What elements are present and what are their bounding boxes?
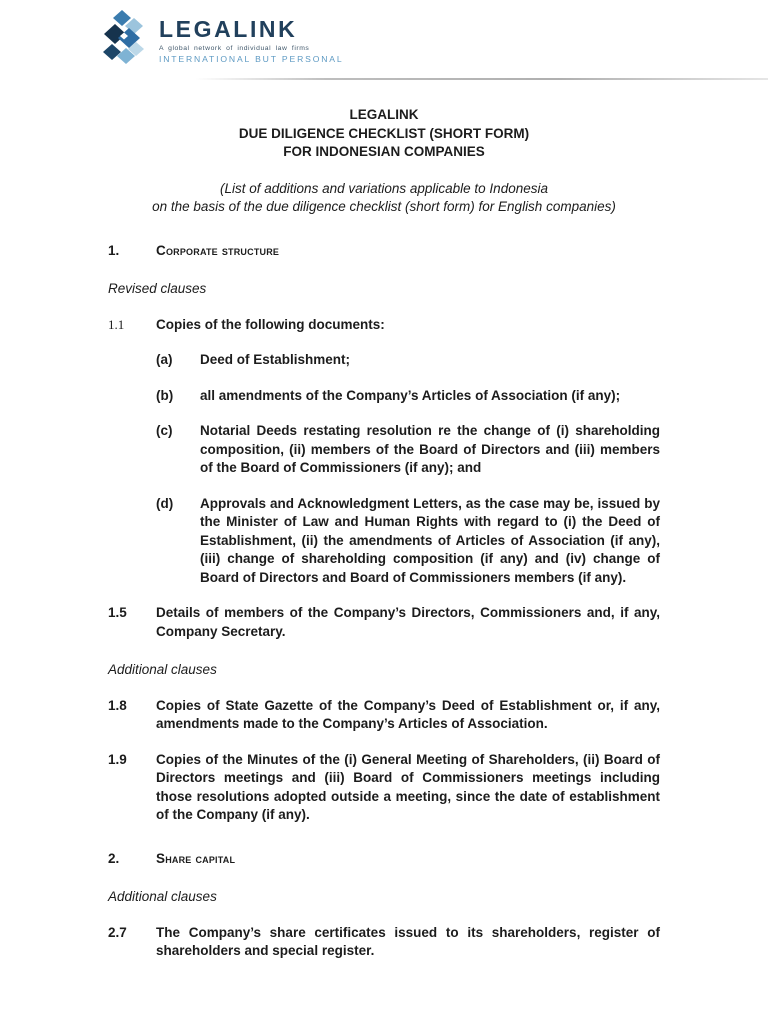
subclause-d [156,495,660,588]
title-line: LEGALINK [349,107,419,122]
clause-group-label: Additional clauses [108,662,217,677]
clause-1-1 [108,316,660,335]
clause-1-5 [108,604,660,641]
header-divider [195,78,768,80]
section-corporate-structure [108,242,660,825]
subclause-marker: (b) [156,387,174,403]
clause-number: 2.7 [108,924,127,940]
section-heading-row [108,242,660,261]
clause-text: Details of members of the Company’s Directors, Commissioners and, if any, Company Secretary. [156,605,660,639]
section-share-capital [108,850,660,961]
clause-group-label: Additional clauses [108,889,217,904]
logo-motto: INTERNATIONAL BUT PERSONAL [159,53,344,64]
section-heading: Share capital [156,850,236,866]
subtitle-line: on the basis of the due diligence checklist (short form) for English companies) [152,199,616,214]
clause-text: Copies of the Minutes of the (i) General Meeting of Shareholders, (ii) Board of Directors meetings and (iii) Board of Commissioners meetings including those resolutions adopted outside a meeting, since the date of establishment of the Company (if any). [156,751,660,822]
document-body [0,106,768,961]
logo-text-block [159,9,344,64]
legalink-logo [100,9,768,65]
clause-group-label: Revised clauses [108,281,207,296]
document-title [108,106,660,162]
clause-number: 1.9 [108,751,127,767]
clause-text: Copies of State Gazette of the Company’s Deed of Establishment or, if any, amendments made to the Company’s Articles of Association. [156,697,660,731]
subclause-text: Notarial Deeds restating resolution re the change of (i) shareholding composition, (ii) members of the Board of Directors and (iii) members of the Board of Commissioners (if any); and [200,423,660,475]
clause-text: The Company’s share certificates issued to its shareholders, register of shareholders and special register. [156,924,660,958]
clause-1-9 [108,751,660,825]
subclause-marker: (a) [156,352,173,367]
logo-wordmark: LEGALINK [159,16,298,42]
section-number: 2. [108,850,120,866]
subclause-b [156,387,660,406]
clause-number: 1.5 [108,605,127,620]
title-line: FOR INDONESIAN COMPANIES [283,144,485,159]
clause-text: Copies of the following documents: [156,316,385,332]
clause-number: 1.1 [108,316,125,332]
subclause-text: Approvals and Acknowledgment Letters, as the case may be, issued by the Minister of Law and Human Rights with regard to (i) the Deed of Establishment, (ii) the amendments of Articles of Association (if any), (iii) change of shareholding composition (if any) and (iv) change of Board of Directors and Board of Commissioners members (if any). [200,495,660,585]
document-subtitle [108,180,660,217]
subclause-text: Deed of Establishment; [200,352,351,367]
clause-1-8 [108,697,660,734]
subclause-marker: (d) [156,495,174,511]
subclause-a [156,351,660,370]
title-line: DUE DILIGENCE CHECKLIST (SHORT FORM) [238,125,530,141]
section-number: 1. [108,242,120,258]
subclause-marker: (c) [156,423,173,438]
section-heading-row [108,850,660,869]
clause-number: 1.8 [108,697,127,713]
section-heading: Corporate structure [156,242,280,258]
subclause-text: all amendments of the Company’s Articles of Association (if any); [200,387,621,403]
clause-2-7 [108,924,660,961]
subtitle-line: (List of additions and variations applicable to Indonesia [220,180,548,196]
letterhead [0,0,768,80]
subclause-c [156,422,660,478]
logo-tagline: A global network of individual law firms [159,44,310,52]
legalink-logo-icon [100,9,148,65]
